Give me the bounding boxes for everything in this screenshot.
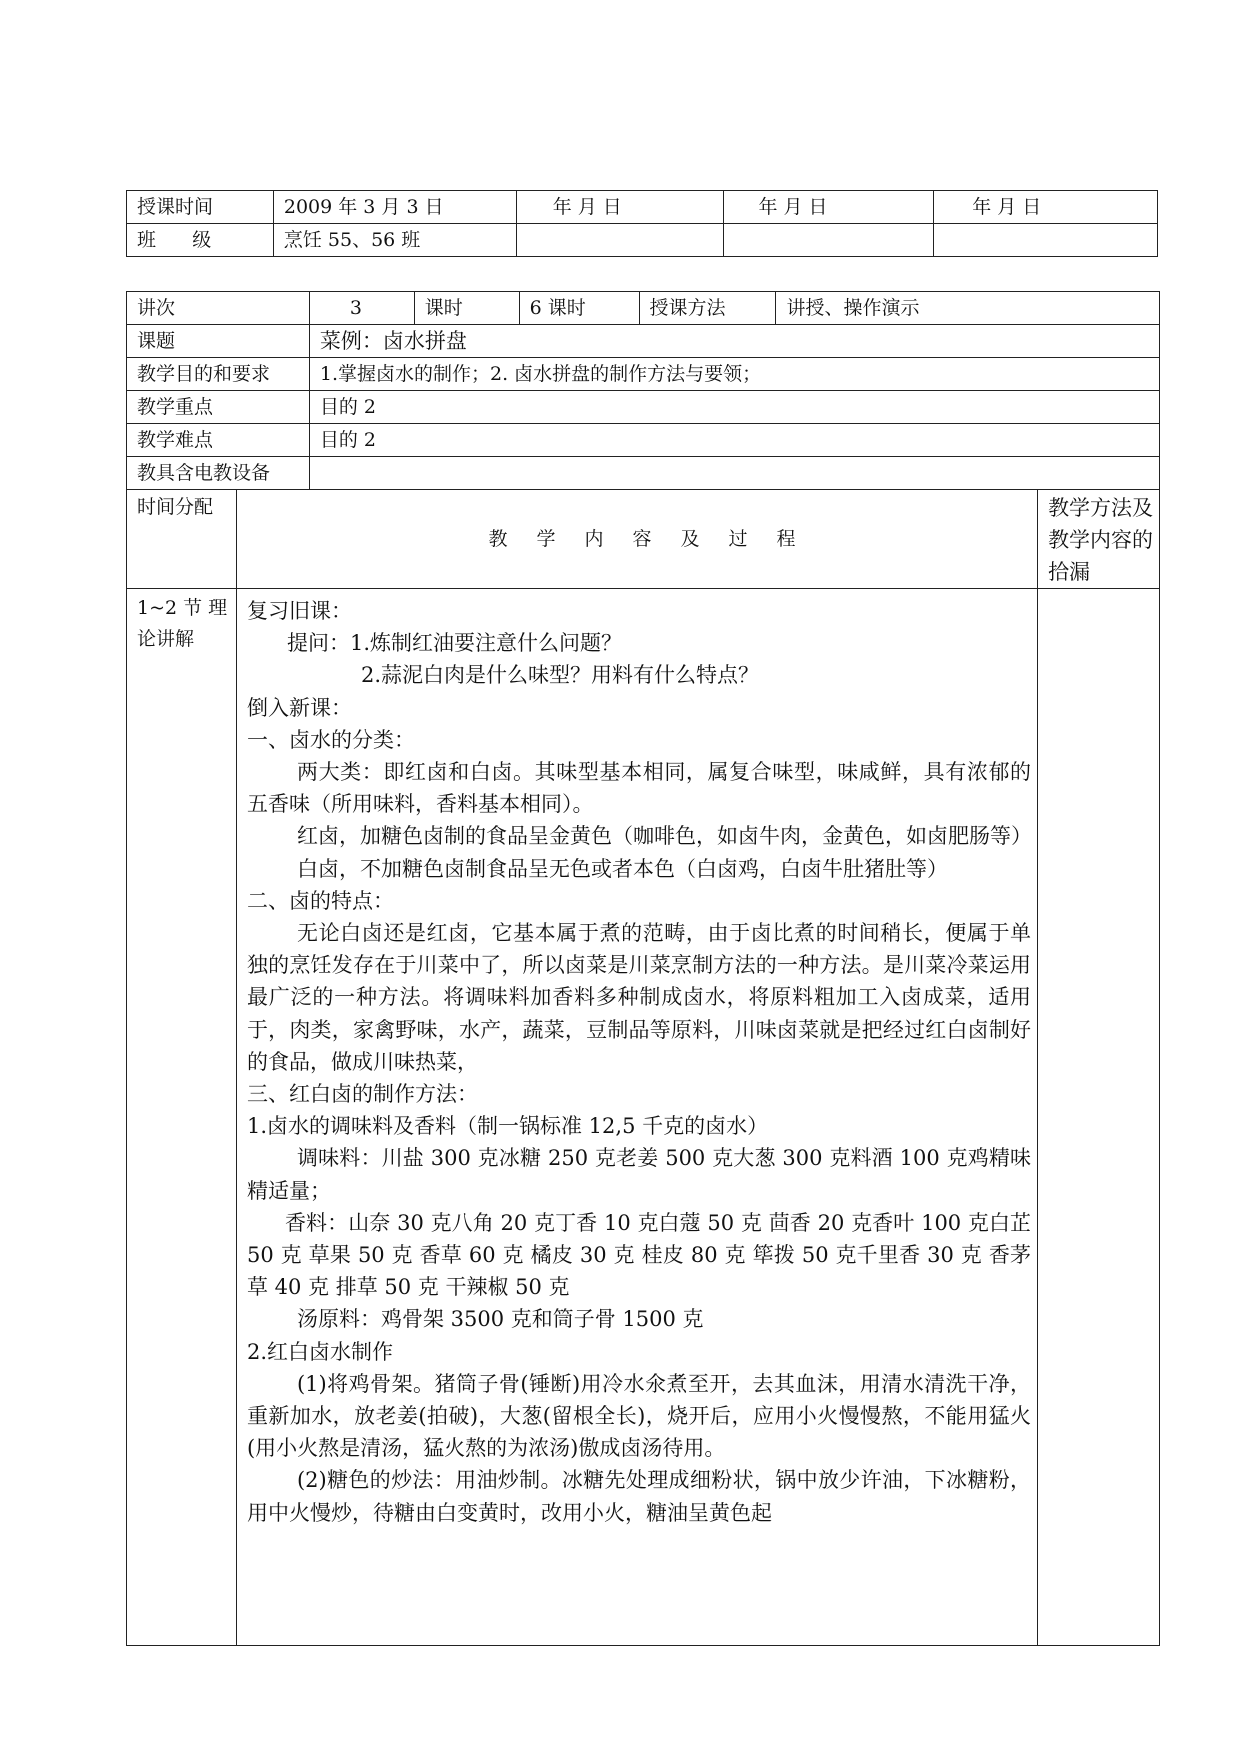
goals-label: 教学目的和要求: [127, 358, 310, 391]
empty-cell: [724, 224, 934, 257]
process-char: 过: [728, 527, 748, 550]
key-value: 目的 2: [309, 391, 1159, 424]
content-line: 红卤，加糖色卤制的食品呈金黄色（咖啡色，如卤牛肉，金黄色，如卤肥肠等）: [296, 824, 1032, 849]
content-line: 1.卤水的调味料及香料（制一锅标准 12,5 千克的卤水）: [246, 1114, 769, 1139]
side-label: 教学方法及教学内容的拾漏: [1038, 490, 1160, 589]
content-line: (1)将鸡骨架。猪筒子骨(锤断)用冷水氽煮至开，去其血沫，用清水清洗干净，重新加水，放老姜(拍破)，大葱(留根全长)，烧开后，应用小火慢慢熬，不能用猛火(用小火熬是清汤，猛火熬的为浓汤)傲成卤汤待用。: [246, 1371, 1032, 1461]
date-value: 2009 年 3 月 3 日: [273, 191, 516, 224]
session-value: 3: [309, 292, 414, 325]
class-value: 烹饪 55、56 班: [273, 224, 516, 257]
blank-date-1: 年 月 日: [516, 191, 724, 224]
equipment-label: 教具含电教设备: [127, 457, 310, 490]
method-label: 授课方法: [639, 292, 776, 325]
content-line: 2.蒜泥白肉是什么味型？用料有什么特点？: [360, 663, 760, 688]
class-label: 班 级: [127, 224, 274, 257]
lesson-table: [126, 291, 1160, 1646]
content-line: (2)糖色的炒法：用油炒制。冰糖先处理成细粉状，锅中放少许油，下冰糖粉，用中火慢炒，待糖由白变黄时，改用小火，糖油呈黄色起: [246, 1468, 1032, 1525]
process-char: 程: [776, 527, 796, 550]
content-line: 白卤，不加糖色卤制食品呈无色或者本色（白卤鸡，白卤牛肚猪肚等）: [296, 856, 948, 881]
empty-cell: [516, 224, 724, 257]
time-label: 时间分配: [127, 490, 237, 589]
process-char: 内: [584, 527, 604, 550]
time-value: 1~2 节 理论讲解: [127, 589, 237, 1646]
content-line: 三、红白卤的制作方法：: [246, 1082, 478, 1107]
content-line: 无论白卤还是红卤，它基本属于煮的范畴，由于卤比煮的时间稍长，便属于单独的烹饪发存在于川菜中了，所以卤菜是川菜烹制方法的一种方法。是川菜冷菜运用最广泛的一种方法。将调味料加香料多种制成卤水，将原料粗加工入卤成菜，适用于，肉类，家禽野味，水产，蔬菜，豆制品等原料，川味卤菜就是把经过红白卤制好的食品，做成川味热菜，: [246, 921, 1032, 1074]
schedule-table: [126, 190, 1158, 257]
content-line: 倒入新课：: [246, 695, 352, 720]
difficulty-value: 目的 2: [309, 424, 1159, 457]
equipment-value: [309, 457, 1159, 490]
content-line: 提问：1.炼制红油要注意什么问题？: [286, 631, 623, 656]
topic-label: 课题: [127, 325, 310, 358]
process-char: 容: [632, 527, 652, 550]
method-value: 讲授、操作演示: [776, 292, 1160, 325]
process-char: 教: [488, 527, 508, 550]
content-line: 香料：山奈 30 克八角 20 克丁香 10 克白蔻 50 克 茴香 20 克香叶 100 克白芷 50 克 草果 50 克 香草 60 克 橘皮 30 克 桂皮 80 克 筚拨 50 克千里香 30 克 香茅草 40 克 排草 50 克 干辣椒 50 克: [246, 1210, 1032, 1300]
content-line: 两大类：即红卤和白卤。其味型基本相同，属复合味型，味咸鲜，具有浓郁的五香味（所用味料，香料基本相同）。: [246, 760, 1032, 817]
session-label: 讲次: [127, 292, 310, 325]
content-line: 复习旧课：: [246, 599, 352, 623]
blank-date-2: 年 月 日: [724, 191, 934, 224]
hours-label: 课时: [414, 292, 519, 325]
difficulty-label: 教学难点: [127, 424, 310, 457]
empty-cell: [934, 224, 1158, 257]
content-line: 一、卤水的分类：: [246, 727, 415, 752]
content-body: [236, 589, 1037, 1646]
key-label: 教学重点: [127, 391, 310, 424]
goals-value: 1.掌握卤水的制作；2. 卤水拼盘的制作方法与要领；: [309, 358, 1159, 391]
side-notes: [1038, 589, 1160, 1646]
process-header: [236, 490, 1037, 589]
content-line: 二、卤的特点：: [246, 888, 394, 913]
hours-value: 6 课时: [519, 292, 639, 325]
process-char: 学: [536, 527, 556, 550]
content-line: 汤原料：鸡骨架 3500 克和筒子骨 1500 克: [296, 1307, 704, 1332]
content-line: 2.红白卤水制作: [246, 1339, 394, 1364]
date-label: 授课时间: [127, 191, 274, 224]
content-line: 调味料：川盐 300 克冰糖 250 克老姜 500 克大葱 300 克料酒 100 克鸡精味精适量；: [246, 1146, 1032, 1203]
topic-value: 菜例：卤水拼盘: [309, 325, 1159, 358]
process-char: 及: [680, 527, 700, 550]
blank-date-3: 年 月 日: [934, 191, 1158, 224]
